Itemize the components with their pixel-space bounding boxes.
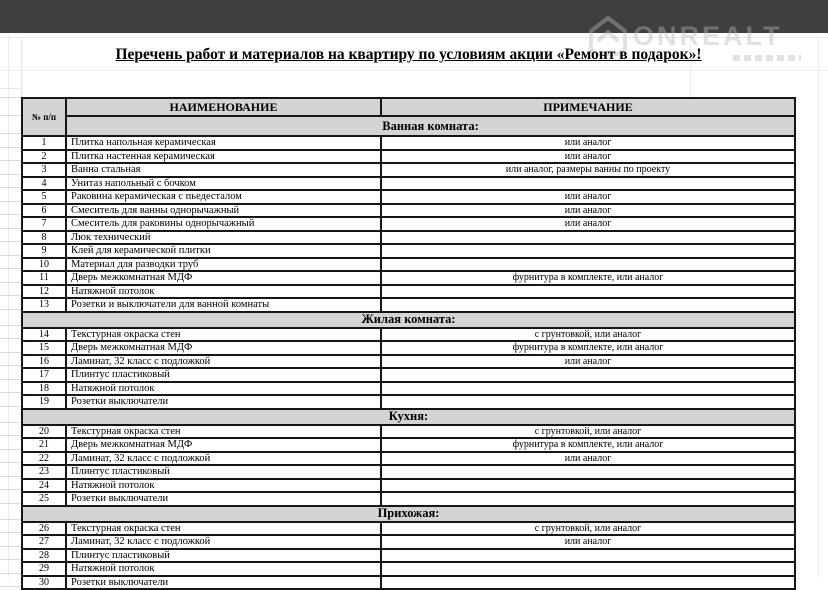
sheet-gridline xyxy=(0,295,21,296)
cell-number: 2 xyxy=(23,151,67,163)
cell-name: Ванна стальная xyxy=(67,164,382,176)
sheet-gridline xyxy=(0,435,21,436)
cell-name: Смеситель для ванны однорычажный xyxy=(67,205,382,217)
cell-name: Дверь межкомнатная МДФ xyxy=(67,272,382,284)
sheet-gridline xyxy=(0,147,21,148)
cell-name: Ламинат, 32 класс с подложкой xyxy=(67,536,382,548)
table-row xyxy=(23,575,794,589)
cell-note xyxy=(382,577,794,589)
cell-number: 29 xyxy=(23,563,67,575)
sheet-gridline xyxy=(0,573,21,574)
cell-name: Натяжной потолок xyxy=(67,383,382,395)
cell-number: 10 xyxy=(23,259,67,271)
cell-note: или аналог xyxy=(564,137,612,149)
cell-name: Текстурная окраска стен xyxy=(67,426,382,438)
cell-number: 5 xyxy=(23,191,67,203)
sheet-gridlines-left xyxy=(0,0,21,578)
table-row xyxy=(23,548,794,562)
sheet-gridline xyxy=(0,228,21,229)
sheet-gridline xyxy=(0,503,21,504)
cell-note: или аналог xyxy=(564,204,612,216)
table-header-right xyxy=(67,99,794,135)
cell-name: Розетки выключатели xyxy=(67,493,382,505)
cell-number: 24 xyxy=(23,480,67,492)
table-row xyxy=(23,478,794,492)
cell-number: 28 xyxy=(23,550,67,562)
sheet-gridline xyxy=(0,160,21,161)
sheet-gridline xyxy=(0,422,21,423)
table-row xyxy=(23,243,794,257)
sheet-gridline xyxy=(0,115,21,116)
sheet-gridline xyxy=(0,282,21,283)
col-header-num: № п/п xyxy=(23,99,67,135)
cell-note: или аналог, размеры ванны по проекту xyxy=(505,164,671,176)
sheet-gridline xyxy=(0,449,21,450)
cell-note xyxy=(382,383,794,395)
sheet-gridline xyxy=(0,546,21,547)
cell-name: Унитаз напольный с бочком xyxy=(67,178,382,190)
cell-name: Текстурная окраска стен xyxy=(67,329,382,341)
cell-name: Плинтус пластиковый xyxy=(67,466,382,478)
sheet-gridline xyxy=(0,214,21,215)
window-topbar xyxy=(0,0,828,33)
cell-note: или аналог xyxy=(564,218,612,230)
table-row xyxy=(23,561,794,575)
cell-name: Плинтус пластиковый xyxy=(67,550,382,562)
sheet-gridline xyxy=(0,532,21,533)
table-header xyxy=(23,99,794,135)
section-header: Жилая комната: xyxy=(23,311,794,327)
cell-name: Натяжной потолок xyxy=(67,286,382,298)
table-row xyxy=(23,381,794,395)
cell-note: или аналог xyxy=(564,355,612,367)
cell-number: 17 xyxy=(23,369,67,381)
sheet-gridline xyxy=(8,37,9,578)
table-row xyxy=(23,270,794,284)
sheet-gridline xyxy=(0,187,21,188)
cell-number: 4 xyxy=(23,178,67,190)
cell-number: 18 xyxy=(23,383,67,395)
sheet-gridline xyxy=(818,37,819,578)
table-row xyxy=(23,491,794,505)
document-title: Перечень работ и материалов на квартиру по условиям акции «Ремонт в подарок»! xyxy=(115,45,702,63)
table-row xyxy=(23,189,794,203)
sheet-gridline xyxy=(0,352,21,353)
section-header: Кухня: xyxy=(23,408,794,424)
cell-name: Натяжной потолок xyxy=(67,480,382,492)
cell-note xyxy=(382,259,794,271)
sheet-gridline xyxy=(0,201,21,202)
sheet-gridline xyxy=(0,365,21,366)
cell-name: Ламинат, 32 класс с подложкой xyxy=(67,453,382,465)
cell-number: 26 xyxy=(23,523,67,535)
cell-name: Розетки и выключатели для ванной комнаты xyxy=(67,299,382,311)
table-row xyxy=(23,135,794,149)
cell-number: 30 xyxy=(23,577,67,589)
table-row xyxy=(23,437,794,451)
cell-note: или аналог xyxy=(564,191,612,203)
table-row xyxy=(23,216,794,230)
section-header: Прихожая: xyxy=(23,505,794,521)
cell-note: фурнитура в комплекте, или аналог xyxy=(512,439,664,451)
sheet-gridline xyxy=(0,97,21,98)
sheet-gridline xyxy=(0,489,21,490)
sheet-gridline xyxy=(0,174,21,175)
cell-name: Дверь межкомнатная МДФ xyxy=(67,439,382,451)
cell-number: 7 xyxy=(23,218,67,230)
cell-number: 19 xyxy=(23,396,67,408)
table-row xyxy=(23,162,794,176)
table-row xyxy=(23,451,794,465)
section-header: Ванная комната: xyxy=(67,117,794,135)
cell-note xyxy=(382,466,794,478)
table-row xyxy=(23,203,794,217)
table-row xyxy=(23,340,794,354)
cell-name: Натяжной потолок xyxy=(67,563,382,575)
table-header-columns xyxy=(67,99,794,117)
cell-number: 23 xyxy=(23,466,67,478)
cell-name: Смеситель для раковины однорычажный xyxy=(67,218,382,230)
table-row xyxy=(23,394,794,408)
table-row xyxy=(23,284,794,298)
cell-note: фурнитура в комплекте, или аналог xyxy=(512,272,664,284)
col-header-name: НАИМЕНОВАНИЕ xyxy=(67,99,382,115)
cell-number: 8 xyxy=(23,232,67,244)
table-row xyxy=(23,367,794,381)
cell-note xyxy=(382,232,794,244)
table-row xyxy=(23,297,794,311)
sheet-gridline xyxy=(0,338,21,339)
watermark-brand: ONREALT xyxy=(633,21,783,51)
cell-note xyxy=(382,480,794,492)
cell-number: 15 xyxy=(23,342,67,354)
cell-note: с грунтовкой, или аналог xyxy=(534,425,642,437)
cell-note: с грунтовкой, или аналог xyxy=(534,328,642,340)
cell-number: 6 xyxy=(23,205,67,217)
sheet-gridline xyxy=(0,406,21,407)
cell-note xyxy=(382,550,794,562)
cell-number: 11 xyxy=(23,272,67,284)
cell-number: 20 xyxy=(23,426,67,438)
cell-note xyxy=(382,245,794,257)
table-row xyxy=(23,230,794,244)
sheet-gridline xyxy=(0,586,21,587)
table-row xyxy=(23,424,794,438)
cell-number: 16 xyxy=(23,356,67,368)
cell-name: Плинтус пластиковый xyxy=(67,369,382,381)
cell-note xyxy=(382,369,794,381)
cell-number: 14 xyxy=(23,329,67,341)
sheet-gridline xyxy=(0,309,21,310)
cell-note: с грунтовкой, или аналог xyxy=(534,522,642,534)
cell-number: 25 xyxy=(23,493,67,505)
cell-note xyxy=(382,563,794,575)
cell-name: Розетки выключатели xyxy=(67,577,382,589)
sheet-gridline xyxy=(0,519,21,520)
cell-number: 12 xyxy=(23,286,67,298)
cell-note: фурнитура в комплекте, или аналог xyxy=(512,342,664,354)
cell-note: или аналог xyxy=(564,536,612,548)
cell-number: 3 xyxy=(23,164,67,176)
works-table xyxy=(21,97,796,590)
table-row xyxy=(23,257,794,271)
table-row xyxy=(23,464,794,478)
cell-note xyxy=(382,299,794,311)
table-row xyxy=(23,534,794,548)
cell-name: Ламинат, 32 класс с подложкой xyxy=(67,356,382,368)
sheet-gridline xyxy=(0,241,21,242)
cell-note xyxy=(382,286,794,298)
table-row xyxy=(23,354,794,368)
cell-number: 13 xyxy=(23,299,67,311)
cell-note xyxy=(382,493,794,505)
cell-name: Материал для разводки труб xyxy=(67,259,382,271)
cell-name: Текстурная окраска стен xyxy=(67,523,382,535)
cell-number: 21 xyxy=(23,439,67,451)
cell-note xyxy=(382,396,794,408)
cell-number: 9 xyxy=(23,245,67,257)
cell-number: 22 xyxy=(23,453,67,465)
sheet-gridline xyxy=(0,462,21,463)
cell-name: Плитка настенная керамическая xyxy=(67,151,382,163)
sheet-gridline xyxy=(0,268,21,269)
cell-name: Плитка напольная керамическая xyxy=(67,137,382,149)
sheet-gridline xyxy=(0,88,21,89)
sheet-gridline xyxy=(0,476,21,477)
table-row xyxy=(23,176,794,190)
cell-name: Люк технический xyxy=(67,232,382,244)
cell-number: 1 xyxy=(23,137,67,149)
table-row xyxy=(23,149,794,163)
cell-note xyxy=(382,178,794,190)
cell-name: Клей для керамической плитки xyxy=(67,245,382,257)
sheet-gridline xyxy=(0,133,21,134)
col-header-note: ПРИМЕЧАНИЕ xyxy=(382,99,794,115)
sheet-gridline xyxy=(0,559,21,560)
sheet-gridline xyxy=(0,255,21,256)
table-row xyxy=(23,521,794,535)
cell-name: Розетки выключатели xyxy=(67,396,382,408)
sheet-gridline xyxy=(0,379,21,380)
cell-note: или аналог xyxy=(564,150,612,162)
cell-note: или аналог xyxy=(564,452,612,464)
cell-number: 27 xyxy=(23,536,67,548)
cell-name: Дверь межкомнатная МДФ xyxy=(67,342,382,354)
sheet-gridline xyxy=(0,325,21,326)
table-row xyxy=(23,327,794,341)
cell-name: Раковина керамическая с пьедесталом xyxy=(67,191,382,203)
sheet-gridline xyxy=(0,392,21,393)
